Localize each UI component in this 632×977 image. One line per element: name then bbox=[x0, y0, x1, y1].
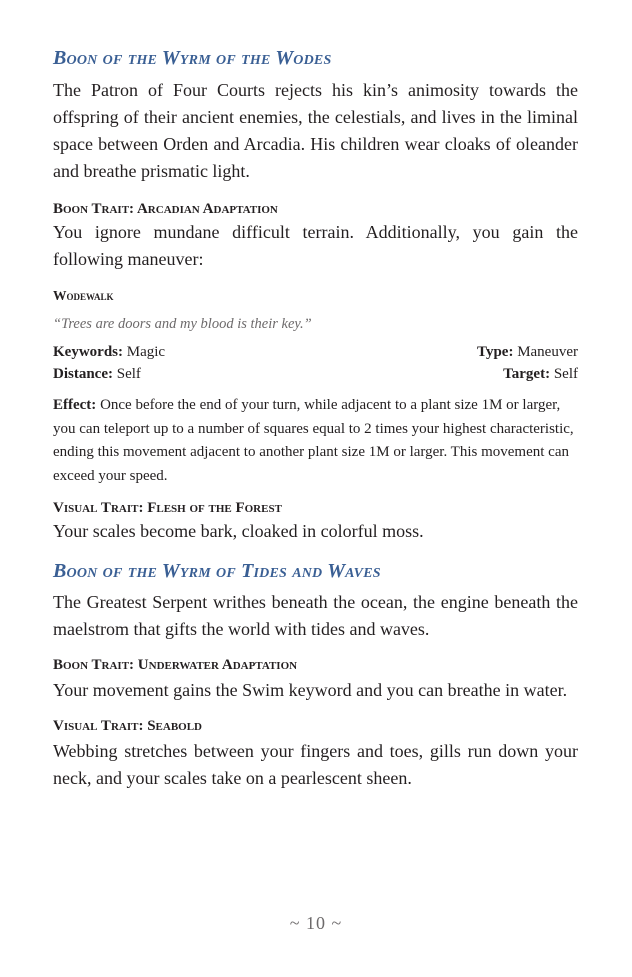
target-field bbox=[503, 363, 578, 385]
visual-trait-heading-wodes: Visual Trait: Flesh of the Forest bbox=[53, 500, 282, 516]
maneuver-row-1 bbox=[53, 341, 578, 363]
target-label: Target: bbox=[503, 366, 551, 382]
page-content bbox=[53, 44, 578, 792]
page-number: ~ 10 ~ bbox=[289, 913, 343, 933]
distance-value: Self bbox=[113, 366, 141, 382]
visual-trait-text-wodes: Your scales become bark, cloaked in colorful moss. bbox=[53, 521, 424, 541]
maneuver-block bbox=[53, 287, 578, 488]
effect-text: Once before the end of your turn, while adjacent to a plant size 1M or larger, you can teleport up to a number of squares equal to 2 times your highest characteristic, ending this movement adjacent to another plant size 1M or larger. This movement can exceed your speed. bbox=[53, 397, 574, 484]
target-value: Self bbox=[550, 366, 578, 382]
type-label: Type: bbox=[477, 344, 514, 360]
boon-heading-wodes: Boon of the Wyrm of the Wodes bbox=[53, 47, 332, 69]
boon-trait-heading-wodes: Boon Trait: Arcadian Adaptation bbox=[53, 201, 278, 217]
visual-trait-text-tides: Webbing stretches between your fingers and toes, gills run down your neck, and your scales take on a pearlescent sheen. bbox=[53, 741, 578, 788]
boon-description-tides: The Greatest Serpent writhes beneath the ocean, the engine beneath the maelstrom that gifts the world with tides and waves. bbox=[53, 592, 578, 639]
maneuver-flavor: “Trees are doors and my blood is their key.” bbox=[53, 316, 312, 332]
boon-description-wodes: The Patron of Four Courts rejects his kin’s animosity towards the offspring of their ancient enemies, the celestials, and lives in the liminal space between Orden and Arcadia. His children wear cloaks of oleander and breathe prismatic light. bbox=[53, 80, 578, 181]
distance-label: Distance: bbox=[53, 366, 113, 382]
boon-trait-heading-tides: Boon Trait: Underwater Adaptation bbox=[53, 657, 298, 673]
type-value: Maneuver bbox=[513, 344, 578, 360]
keywords-label: Keywords: bbox=[53, 344, 123, 360]
maneuver-row-2 bbox=[53, 363, 578, 385]
boon-heading-tides: Boon of the Wyrm of Tides and Waves bbox=[53, 560, 381, 582]
boon-trait-text-tides: Your movement gains the Swim keyword and you can breathe in water. bbox=[53, 680, 568, 700]
keywords-value: Magic bbox=[123, 344, 166, 360]
keywords-field bbox=[53, 341, 165, 363]
maneuver-effect bbox=[53, 394, 578, 488]
effect-label: Effect: bbox=[53, 397, 97, 413]
distance-field bbox=[53, 363, 141, 385]
type-field bbox=[477, 341, 578, 363]
boon-trait-text-wodes: You ignore mundane difficult terrain. Additionally, you gain the following maneuver: bbox=[53, 222, 578, 269]
maneuver-name: Wodewalk bbox=[53, 288, 114, 303]
visual-trait-heading-tides: Visual Trait: Seabold bbox=[53, 718, 202, 734]
